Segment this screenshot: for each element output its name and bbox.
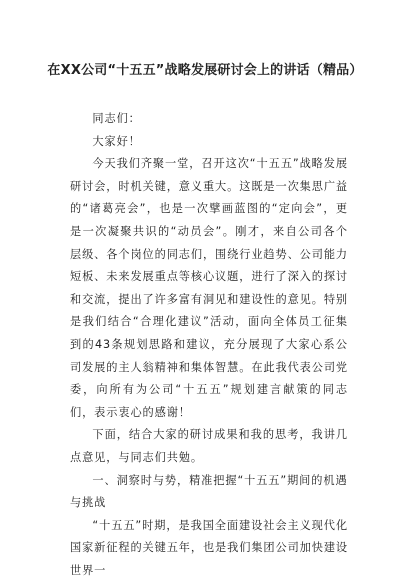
section-heading: 一、洞察时与势，精准把握“十五五”期间的机遇与挑战 [70,473,348,510]
salutation: 同志们： [92,112,141,125]
document-body [70,108,348,582]
section-paragraph: “十五五”时期，是我国全面建设社会主义现代化国家新征程的关键五年，也是我们集团公司加快建设世界一 [70,518,349,577]
document-title: 在XX公司“十五五”战略发展研讨会上的讲话（精品） [47,63,363,78]
opening-paragraph: 今天我们齐聚一堂，召开这次“十五五”战略发展研讨会，时机关键，意义重大。这既是一次集思广益的“诸葛亮会”，也是一次擘画蓝图的“定向会”，更是一次凝聚共识的“动员会”。刚才，来自公司各个层级、各个岗位的同志们，围绕行业趋势、公司能力短板、未来发展重点等核心议题，进行了深入的探讨和交流，提出了许多富有洞见和建设性的意见。特别是我们结合“合理化建议”活动，面向全体员工征集到的43条规划思路和建议，充分展现了大家心系公司发展的主人翁精神和集体智慧。在此我代表公司党委，向所有为公司“十五五”规划建言献策的同志们，表示衷心的感谢！ [70,157,349,419]
greeting: 大家好！ [92,134,141,148]
transition-paragraph: 下面，结合大家的研讨成果和我的思考，我讲几点意见，与同志们共勉。 [70,428,348,464]
